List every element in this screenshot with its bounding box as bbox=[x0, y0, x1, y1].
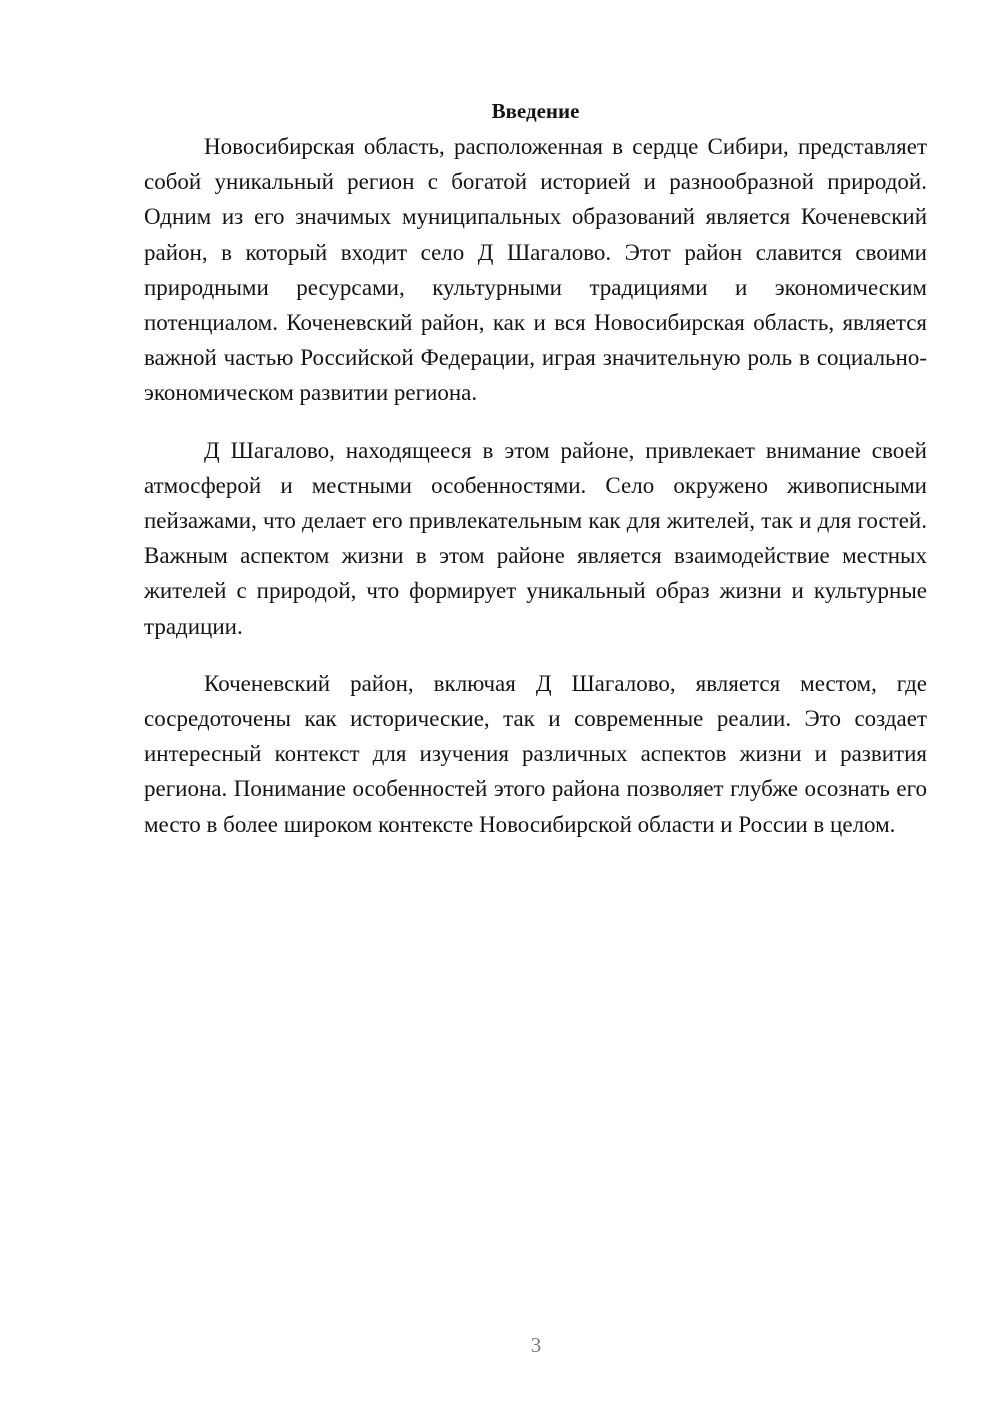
paragraph-3: Коченевский район, включая Д Шагалово, является местом, где сосредоточены как исторические, так и современные реалии. Это создает интересный контекст для изучения различных аспектов жизни и развития региона. Понимание особенностей этого района позволяет глубже осознать его место в более широком контексте Новосибирской области и России в целом. bbox=[144, 670, 927, 837]
paragraph-2: Д Шагалово, находящееся в этом районе, привлекает внимание своей атмосферой и местными особенностями. Село окружено живописными пейзажами, что делает его привлекательным как для жителей, так и для гостей. Важным аспектом жизни в этом районе является взаимодействие местных жителей с природой, что формирует уникальный образ жизни и культурные традиции. bbox=[144, 437, 927, 639]
page-number: 3 bbox=[530, 1333, 542, 1357]
paragraph-1: Новосибирская область, расположенная в сердце Сибири, представляет собой уникальный регион с богатой историей и разнообразной природой. Одним из его значимых муниципальных образований является Коченевский район, в который входит село Д Шагалово. Этот район славится своими природными ресурсами, культурными традициями и экономическим потенциалом. Коченевский район, как и вся Новосибирская область, является важной частью Российской Федерации, играя значительную роль в социально-экономическом развитии региона. bbox=[144, 134, 927, 406]
section-heading: Введение bbox=[491, 99, 580, 123]
page-content bbox=[144, 96, 927, 864]
